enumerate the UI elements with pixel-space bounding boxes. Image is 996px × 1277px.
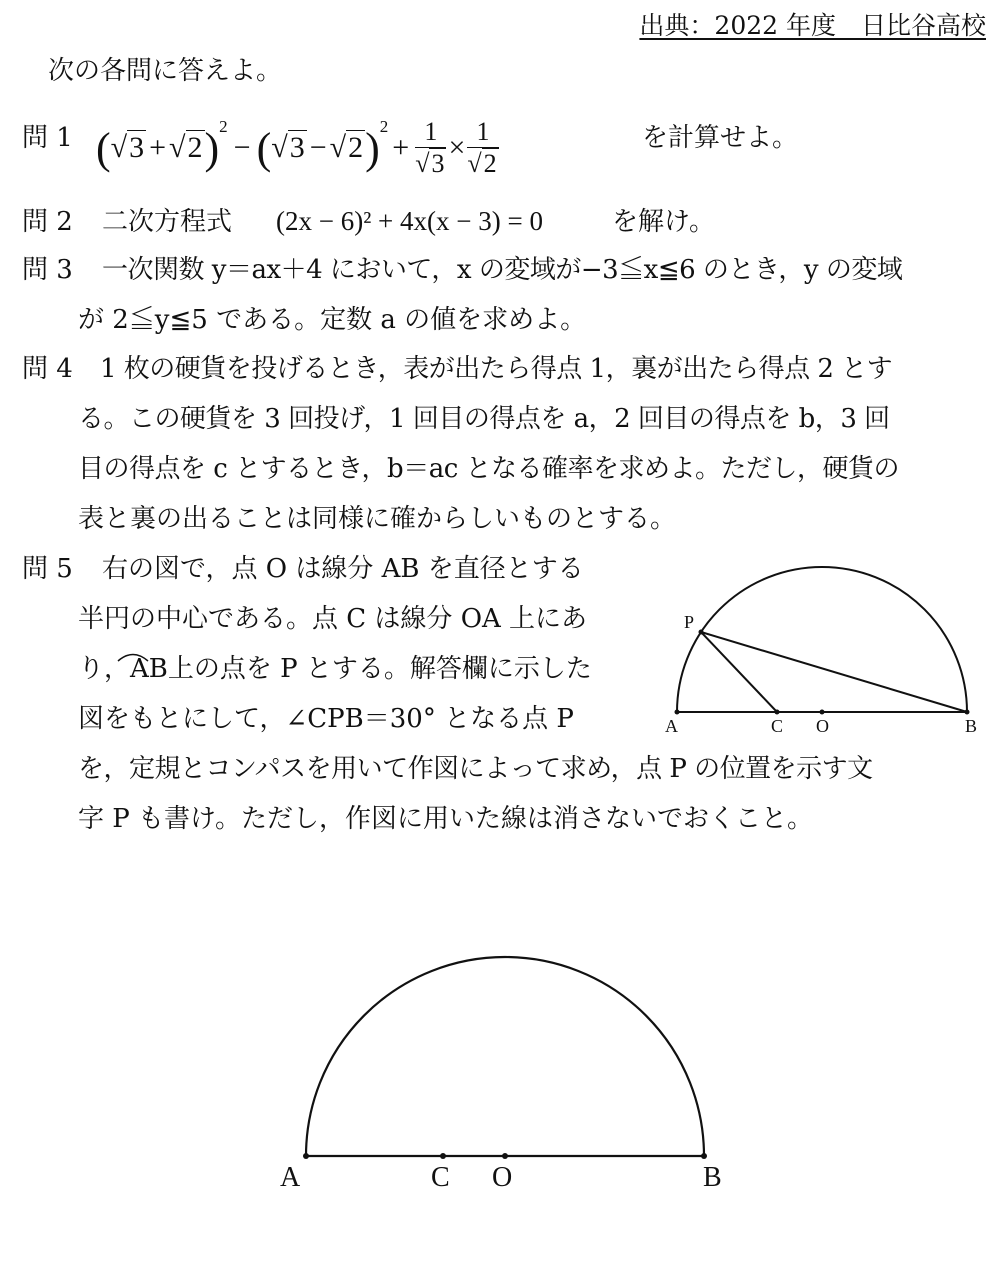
segment-pc — [701, 632, 777, 712]
small-label-b: B — [965, 716, 978, 736]
question-4-line-4: 表と裏の出ることは同様に確からしいものとする。 — [78, 504, 677, 534]
small-label-p: P — [684, 612, 695, 632]
semicircle-small — [677, 567, 967, 712]
question-5-line-3: り，AB上の点を P とする。解答欄に示した — [78, 654, 592, 684]
question-5-line-2: 半円の中心である。点 C は線分 OA 上にあ — [78, 604, 588, 634]
answer-label-b: B — [703, 1162, 722, 1193]
question-2-prefix: 二次方程式 — [102, 207, 233, 237]
question-5-line-4: 図をもとにして，∠CPB＝30° となる点 P — [78, 704, 574, 734]
question-1-instruction: を計算せよ。 — [642, 123, 799, 153]
question-1-number: 問 1 — [22, 123, 73, 153]
question-4-line-3: 目の得点を c とするとき，b＝ac となる確率を求めよ。ただし，硬貨の — [78, 454, 900, 484]
question-5-number: 問 5 — [22, 554, 73, 584]
question-4-line-1: 1 枚の硬貨を投げるとき，表が出たら得点 1，裏が出たら得点 2 とす — [100, 354, 893, 384]
question-1-expression: ( √3 + √2 ) $^2$ − ( √3 − √2 ) $^2$ + $\frac{1}{√3}$ × $\frac{1}{√2}$ — [96, 116, 497, 178]
question-4-number: 問 4 — [22, 354, 73, 384]
small-label-a: A — [665, 716, 678, 736]
question-3-number: 問 3 — [22, 255, 73, 285]
question-2-number: 問 2 — [22, 207, 73, 237]
source-citation: 出典：2022 年度 日比谷高校 — [639, 11, 986, 40]
semicircle-arc — [306, 957, 704, 1156]
question-4-line-2: る。この硬貨を 3 回投げ，1 回目の得点を a，2 回目の得点を b，3 回 — [78, 404, 890, 434]
question-5-line-1: 右の図で，点 O は線分 AB を直径とする — [102, 554, 584, 584]
question-3-line-2: が 2≦y≦5 である。定数 a の値を求めよ。 — [78, 305, 587, 335]
segment-pb — [701, 632, 967, 712]
question-5-line-6: 字 P も書け。ただし，作図に用いた線は消さないでおくこと。 — [78, 804, 813, 834]
question-2-equation: (2x − 6)² + 4x(x − 3) = 0 — [276, 206, 543, 236]
answer-label-c: C — [431, 1162, 450, 1193]
question-5-line-5: を，定規とコンパスを用いて作図によって求め，点 P の位置を示す文 — [78, 754, 873, 784]
question-2-instruction: を解け。 — [612, 207, 715, 237]
instructions-intro: 次の各問に答えよ。 — [48, 56, 283, 86]
question-3-line-1: 一次関数 y＝ax＋4 において，x の変域が−3≦x≦6 のとき，y の変域 — [102, 255, 903, 285]
small-label-o: O — [816, 716, 829, 736]
answer-label-o: O — [492, 1162, 513, 1193]
answer-label-a: A — [280, 1162, 301, 1193]
small-label-c: C — [771, 716, 784, 736]
